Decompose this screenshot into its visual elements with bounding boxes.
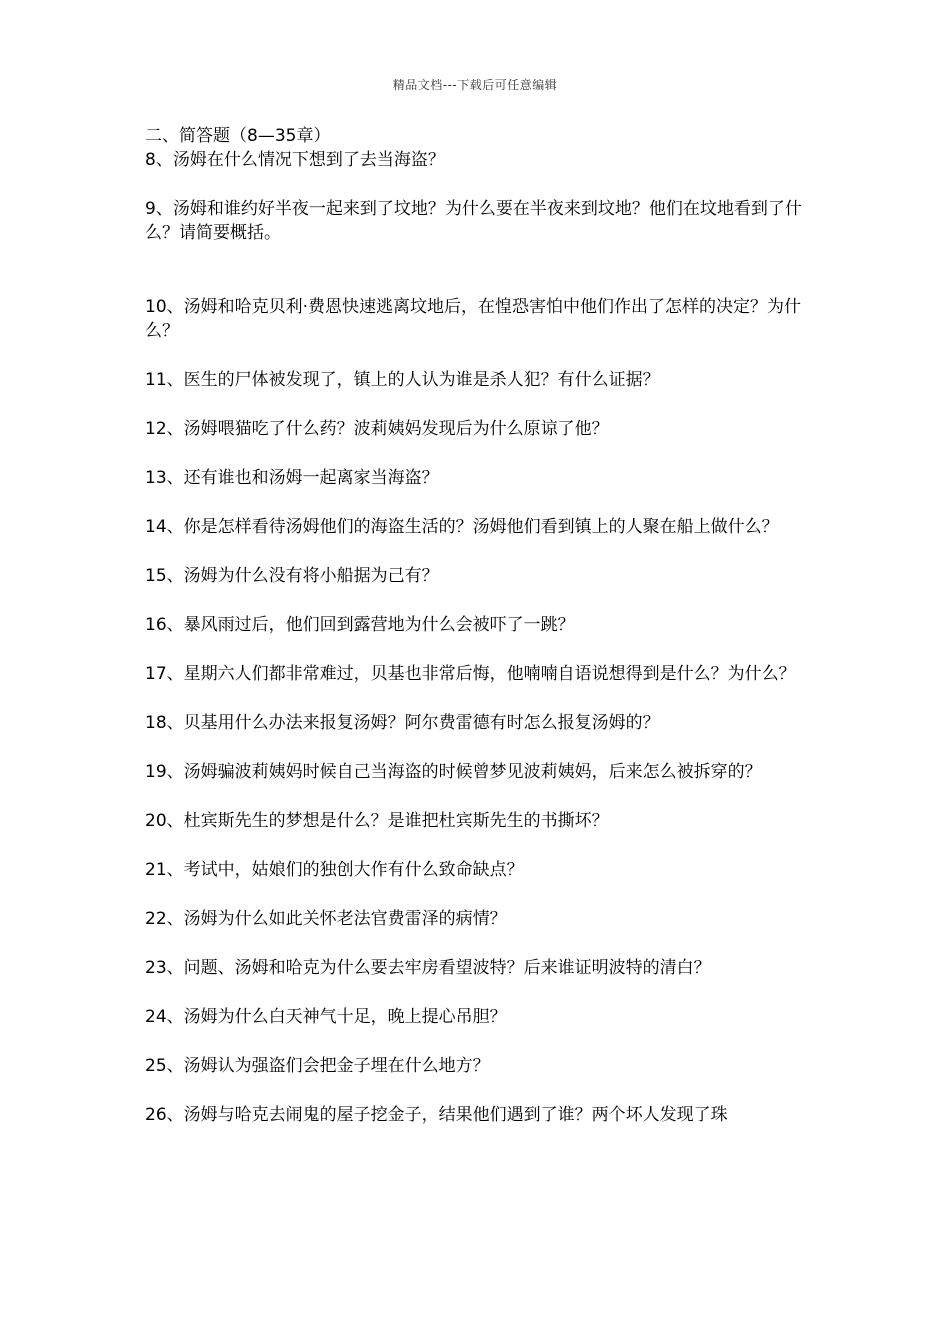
section-title: 二、简答题（8—35章） <box>145 126 331 146</box>
question-25: 25、汤姆认为强盗们会把金子埋在什么地方？ <box>145 1056 490 1076</box>
document-body <box>145 124 810 1127</box>
question-24: 24、汤姆为什么白天神气十足，晚上提心吊胆？ <box>145 1007 507 1027</box>
question-8: 8、汤姆在什么情况下想到了去当海盗？ <box>145 150 445 170</box>
question-18: 18、贝基用什么办法来报复汤姆？阿尔费雷德有时怎么报复汤姆的？ <box>145 713 660 733</box>
question-16: 16、暴风雨过后，他们回到露营地为什么会被吓了一跳？ <box>145 615 575 635</box>
question-11: 11、医生的尸体被发现了，镇上的人认为谁是杀人犯？有什么证据？ <box>145 370 660 390</box>
question-22: 22、汤姆为什么如此关怀老法官费雷泽的病情？ <box>145 909 507 929</box>
question-10: 10、汤姆和哈克贝利·费恩快速逃离坟地后，在惶恐害怕中他们作出了怎样的决定？为什么？ <box>145 297 802 341</box>
question-17: 17、星期六人们都非常难过，贝基也非常后悔，他喃喃自语说想得到是什么？为什么？ <box>145 664 796 684</box>
question-20: 20、杜宾斯先生的梦想是什么？是谁把杜宾斯先生的书撕坏？ <box>145 811 609 831</box>
question-26: 26、汤姆与哈克去闹鬼的屋子挖金子，结果他们遇到了谁？两个坏人发现了珠 <box>145 1105 728 1125</box>
question-15: 15、汤姆为什么没有将小船据为己有？ <box>145 566 439 586</box>
question-19: 19、汤姆骗波莉姨妈时候自己当海盗的时候曾梦见波莉姨妈，后来怎么被拆穿的？ <box>145 762 762 782</box>
question-9: 9、汤姆和谁约好半夜一起来到了坟地？为什么要在半夜来到坟地？他们在坟地看到了什么？请简要概括。 <box>145 199 802 243</box>
page-header: 精品文档---下载后可任意编辑 <box>392 78 558 92</box>
question-14: 14、你是怎样看待汤姆他们的海盗生活的？汤姆他们看到镇上的人聚在船上做什么？ <box>145 517 779 537</box>
question-23: 23、问题、汤姆和哈克为什么要去牢房看望波特？后来谁证明波特的清白？ <box>145 958 711 978</box>
question-13: 13、还有谁也和汤姆一起离家当海盗？ <box>145 468 439 488</box>
question-21: 21、考试中，姑娘们的独创大作有什么致命缺点？ <box>145 860 524 880</box>
question-12: 12、汤姆喂猫吃了什么药？波莉姨妈发现后为什么原谅了他？ <box>145 419 609 439</box>
